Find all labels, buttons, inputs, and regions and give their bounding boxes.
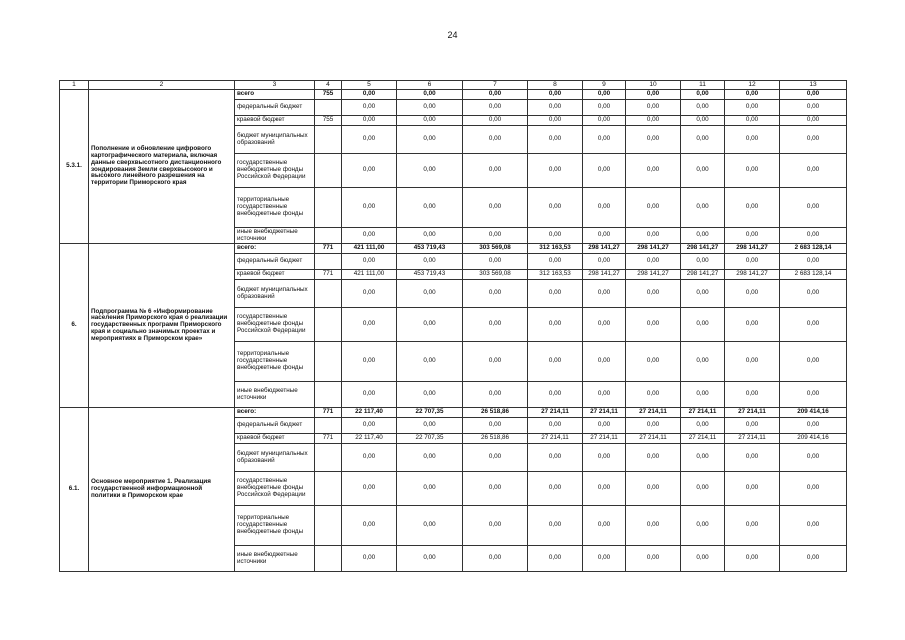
amount-cell: 0,00 [397,418,463,434]
amount-cell: 0,00 [681,382,725,408]
amount-cell: 0,00 [681,444,725,472]
funding-source: государственные внебюджетные фонды Российской Федерации [235,472,315,506]
amount-cell: 0,00 [397,342,463,382]
amount-cell: 26 518,86 [463,408,528,418]
header-row [60,81,847,90]
amount-cell: 0,00 [528,382,583,408]
amount-cell: 27 214,11 [528,434,583,444]
amount-cell: 0,00 [725,100,780,116]
funding-source: иные внебюджетные источники [235,546,315,572]
amount-cell: 0,00 [397,154,463,188]
amount-cell: 0,00 [780,472,847,506]
funding-source: краевой бюджет [235,116,315,126]
amount-cell: 0,00 [463,506,528,546]
amount-cell: 0,00 [528,188,583,228]
amount-cell: 0,00 [626,126,681,154]
amount-cell: 0,00 [626,228,681,244]
column-header: 10 [626,81,681,90]
amount-cell: 0,00 [583,116,626,126]
amount-cell: 0,00 [583,188,626,228]
amount-cell: 0,00 [528,100,583,116]
amount-cell: 0,00 [528,154,583,188]
amount-cell: 0,00 [725,254,780,270]
amount-cell: 0,00 [681,154,725,188]
amount-cell: 0,00 [780,126,847,154]
column-header: 4 [315,81,342,90]
amount-cell: 0,00 [397,546,463,572]
amount-cell: 0,00 [780,444,847,472]
amount-cell: 0,00 [626,418,681,434]
funding-source: бюджет муниципальных образований [235,280,315,308]
amount-cell: 303 569,08 [463,244,528,254]
amount-cell: 298 141,27 [583,270,626,280]
amount-cell: 0,00 [626,116,681,126]
grbs-code [315,342,342,382]
table-row [60,90,847,100]
amount-cell: 0,00 [626,506,681,546]
funding-source: всего: [235,244,315,254]
amount-cell: 0,00 [725,116,780,126]
amount-cell: 0,00 [342,188,397,228]
grbs-code [315,100,342,116]
grbs-code [315,308,342,342]
amount-cell: 0,00 [397,116,463,126]
column-header: 9 [583,81,626,90]
amount-cell: 0,00 [725,126,780,154]
amount-cell: 0,00 [342,472,397,506]
amount-cell: 0,00 [626,188,681,228]
amount-cell: 0,00 [725,280,780,308]
amount-cell: 0,00 [681,188,725,228]
grbs-code [315,280,342,308]
amount-cell: 27 214,11 [528,408,583,418]
amount-cell: 0,00 [583,472,626,506]
amount-cell: 0,00 [725,444,780,472]
amount-cell: 27 214,11 [725,434,780,444]
grbs-code [315,444,342,472]
amount-cell: 0,00 [583,546,626,572]
amount-cell: 0,00 [342,280,397,308]
amount-cell: 0,00 [681,228,725,244]
amount-cell: 0,00 [681,308,725,342]
funding-source: всего [235,90,315,100]
amount-cell: 0,00 [463,444,528,472]
amount-cell: 0,00 [463,90,528,100]
amount-cell: 421 111,00 [342,270,397,280]
column-header: 5 [342,81,397,90]
grbs-code [315,472,342,506]
section-name: Подпрограмма № 6 «Информирование населения Приморского края о реализации государственных программ Приморского края и социально значимых проектах и мероприятиях в Приморском крае» [89,244,235,408]
amount-cell: 0,00 [528,116,583,126]
table-body [60,81,847,572]
amount-cell: 0,00 [780,116,847,126]
amount-cell: 0,00 [397,90,463,100]
amount-cell: 0,00 [397,444,463,472]
grbs-code [315,126,342,154]
amount-cell: 0,00 [583,444,626,472]
amount-cell: 0,00 [397,100,463,116]
amount-cell: 0,00 [583,228,626,244]
funding-source: бюджет муниципальных образований [235,126,315,154]
amount-cell: 0,00 [463,546,528,572]
amount-cell: 0,00 [342,418,397,434]
budget-table [59,80,847,572]
section-code: 5.3.1. [60,90,89,244]
amount-cell: 0,00 [626,254,681,270]
amount-cell: 312 163,53 [528,244,583,254]
amount-cell: 0,00 [626,100,681,116]
amount-cell: 0,00 [397,472,463,506]
funding-source: краевой бюджет [235,434,315,444]
amount-cell: 0,00 [463,418,528,434]
amount-cell: 0,00 [780,228,847,244]
amount-cell: 0,00 [397,228,463,244]
column-header: 11 [681,81,725,90]
section-name: Пополнение и обновление цифрового картографического материала, включая данные сверхвысотного дистанционного зондирования Земли сверхвысокого и высокого линейного разрешения на территории Приморского края [89,90,235,244]
amount-cell: 0,00 [780,546,847,572]
amount-cell: 0,00 [342,154,397,188]
funding-source: всего: [235,408,315,418]
column-header: 8 [528,81,583,90]
grbs-code: 755 [315,90,342,100]
amount-cell: 0,00 [463,472,528,506]
section-name: Основное мероприятие 1. Реализация государственной информационной политики в Приморском крае [89,408,235,572]
amount-cell: 0,00 [681,546,725,572]
funding-source: федеральный бюджет [235,100,315,116]
amount-cell: 0,00 [463,116,528,126]
amount-cell: 453 719,43 [397,270,463,280]
amount-cell: 0,00 [626,444,681,472]
amount-cell: 27 214,11 [626,434,681,444]
amount-cell: 0,00 [725,154,780,188]
amount-cell: 0,00 [583,418,626,434]
amount-cell: 453 719,43 [397,244,463,254]
funding-source: территориальные государственные внебюджетные фонды [235,506,315,546]
amount-cell: 0,00 [583,100,626,116]
amount-cell: 0,00 [342,254,397,270]
funding-source: территориальные государственные внебюджетные фонды [235,342,315,382]
amount-cell: 0,00 [583,280,626,308]
amount-cell: 0,00 [528,506,583,546]
amount-cell: 0,00 [397,254,463,270]
amount-cell: 0,00 [626,342,681,382]
amount-cell: 209 414,16 [780,434,847,444]
grbs-code: 771 [315,244,342,254]
amount-cell: 0,00 [626,308,681,342]
amount-cell: 312 163,53 [528,270,583,280]
amount-cell: 0,00 [528,228,583,244]
amount-cell: 0,00 [463,280,528,308]
amount-cell: 0,00 [681,90,725,100]
amount-cell: 0,00 [583,126,626,154]
amount-cell: 0,00 [725,472,780,506]
amount-cell: 298 141,27 [626,270,681,280]
grbs-code [315,188,342,228]
column-header: 13 [780,81,847,90]
section-code: 6.1. [60,408,89,572]
amount-cell: 0,00 [397,188,463,228]
amount-cell: 27 214,11 [626,408,681,418]
amount-cell: 303 569,08 [463,270,528,280]
amount-cell: 27 214,11 [725,408,780,418]
amount-cell: 27 214,11 [583,408,626,418]
amount-cell: 0,00 [725,382,780,408]
amount-cell: 0,00 [342,506,397,546]
amount-cell: 0,00 [583,382,626,408]
amount-cell: 26 518,86 [463,434,528,444]
amount-cell: 0,00 [725,418,780,434]
amount-cell: 22 117,40 [342,434,397,444]
amount-cell: 0,00 [780,308,847,342]
amount-cell: 0,00 [463,228,528,244]
grbs-code: 771 [315,408,342,418]
funding-source: бюджет муниципальных образований [235,444,315,472]
amount-cell: 0,00 [342,100,397,116]
amount-cell: 0,00 [780,506,847,546]
amount-cell: 0,00 [397,126,463,154]
amount-cell: 0,00 [528,280,583,308]
amount-cell: 0,00 [342,342,397,382]
amount-cell: 0,00 [681,506,725,546]
amount-cell: 0,00 [681,342,725,382]
amount-cell: 0,00 [528,90,583,100]
amount-cell: 27 214,11 [681,434,725,444]
amount-cell: 421 111,00 [342,244,397,254]
amount-cell: 0,00 [463,382,528,408]
amount-cell: 0,00 [681,280,725,308]
grbs-code: 755 [315,116,342,126]
amount-cell: 0,00 [780,90,847,100]
amount-cell: 0,00 [583,154,626,188]
amount-cell: 0,00 [463,342,528,382]
amount-cell: 0,00 [780,254,847,270]
funding-source: федеральный бюджет [235,254,315,270]
grbs-code [315,546,342,572]
grbs-code: 771 [315,434,342,444]
funding-source: иные внебюджетные источники [235,382,315,408]
amount-cell: 0,00 [463,308,528,342]
amount-cell: 0,00 [397,382,463,408]
grbs-code [315,254,342,270]
amount-cell: 209 414,16 [780,408,847,418]
amount-cell: 0,00 [725,342,780,382]
amount-cell: 0,00 [681,126,725,154]
column-header: 12 [725,81,780,90]
amount-cell: 0,00 [528,546,583,572]
funding-source: территориальные государственные внебюджетные фонды [235,188,315,228]
grbs-code [315,382,342,408]
amount-cell: 0,00 [528,126,583,154]
funding-source: краевой бюджет [235,270,315,280]
funding-source: иные внебюджетные источники [235,228,315,244]
amount-cell: 0,00 [463,254,528,270]
amount-cell: 0,00 [626,546,681,572]
amount-cell: 2 683 128,14 [780,244,847,254]
amount-cell: 0,00 [397,308,463,342]
amount-cell: 0,00 [626,154,681,188]
amount-cell: 0,00 [583,90,626,100]
amount-cell: 2 683 128,14 [780,270,847,280]
amount-cell: 0,00 [626,382,681,408]
amount-cell: 0,00 [528,308,583,342]
amount-cell: 0,00 [725,228,780,244]
amount-cell: 0,00 [342,116,397,126]
amount-cell: 0,00 [681,472,725,506]
column-header: 7 [463,81,528,90]
grbs-code [315,506,342,546]
section-code: 6. [60,244,89,408]
amount-cell: 0,00 [583,308,626,342]
amount-cell: 0,00 [583,506,626,546]
amount-cell: 0,00 [780,342,847,382]
table-row [60,244,847,254]
amount-cell: 298 141,27 [725,270,780,280]
column-header: 3 [235,81,315,90]
amount-cell: 0,00 [681,254,725,270]
amount-cell: 22 707,35 [397,434,463,444]
amount-cell: 0,00 [583,342,626,382]
amount-cell: 0,00 [626,90,681,100]
amount-cell: 0,00 [528,342,583,382]
funding-source: государственные внебюджетные фонды Российской Федерации [235,154,315,188]
amount-cell: 0,00 [528,444,583,472]
amount-cell: 27 214,11 [583,434,626,444]
amount-cell: 0,00 [463,126,528,154]
page-number: 24 [447,30,458,40]
amount-cell: 0,00 [397,506,463,546]
table-row [60,408,847,418]
amount-cell: 0,00 [463,100,528,116]
funding-source: федеральный бюджет [235,418,315,434]
amount-cell: 0,00 [397,280,463,308]
amount-cell: 27 214,11 [681,408,725,418]
amount-cell: 0,00 [725,90,780,100]
amount-cell: 0,00 [342,126,397,154]
amount-cell: 0,00 [342,444,397,472]
grbs-code [315,228,342,244]
amount-cell: 298 141,27 [725,244,780,254]
amount-cell: 0,00 [681,100,725,116]
amount-cell: 0,00 [725,506,780,546]
amount-cell: 0,00 [725,188,780,228]
amount-cell: 0,00 [725,308,780,342]
amount-cell: 0,00 [780,382,847,408]
funding-source: государственные внебюджетные фонды Российской Федерации [235,308,315,342]
amount-cell: 0,00 [342,308,397,342]
grbs-code: 771 [315,270,342,280]
amount-cell: 0,00 [780,280,847,308]
amount-cell: 0,00 [681,116,725,126]
amount-cell: 22 117,40 [342,408,397,418]
amount-cell: 0,00 [681,418,725,434]
column-header: 6 [397,81,463,90]
amount-cell: 0,00 [626,472,681,506]
amount-cell: 0,00 [528,254,583,270]
amount-cell: 0,00 [528,418,583,434]
amount-cell: 0,00 [780,100,847,116]
amount-cell: 0,00 [780,418,847,434]
amount-cell: 0,00 [626,280,681,308]
amount-cell: 0,00 [780,154,847,188]
amount-cell: 298 141,27 [681,244,725,254]
amount-cell: 0,00 [528,472,583,506]
amount-cell: 298 141,27 [626,244,681,254]
amount-cell: 0,00 [463,154,528,188]
column-header: 1 [60,81,89,90]
amount-cell: 22 707,35 [397,408,463,418]
amount-cell: 0,00 [342,546,397,572]
amount-cell: 298 141,27 [583,244,626,254]
amount-cell: 0,00 [780,188,847,228]
amount-cell: 0,00 [342,90,397,100]
amount-cell: 0,00 [725,546,780,572]
amount-cell: 0,00 [583,254,626,270]
amount-cell: 0,00 [342,228,397,244]
column-header: 2 [89,81,235,90]
grbs-code [315,154,342,188]
amount-cell: 298 141,27 [681,270,725,280]
amount-cell: 0,00 [342,382,397,408]
grbs-code [315,418,342,434]
amount-cell: 0,00 [463,188,528,228]
